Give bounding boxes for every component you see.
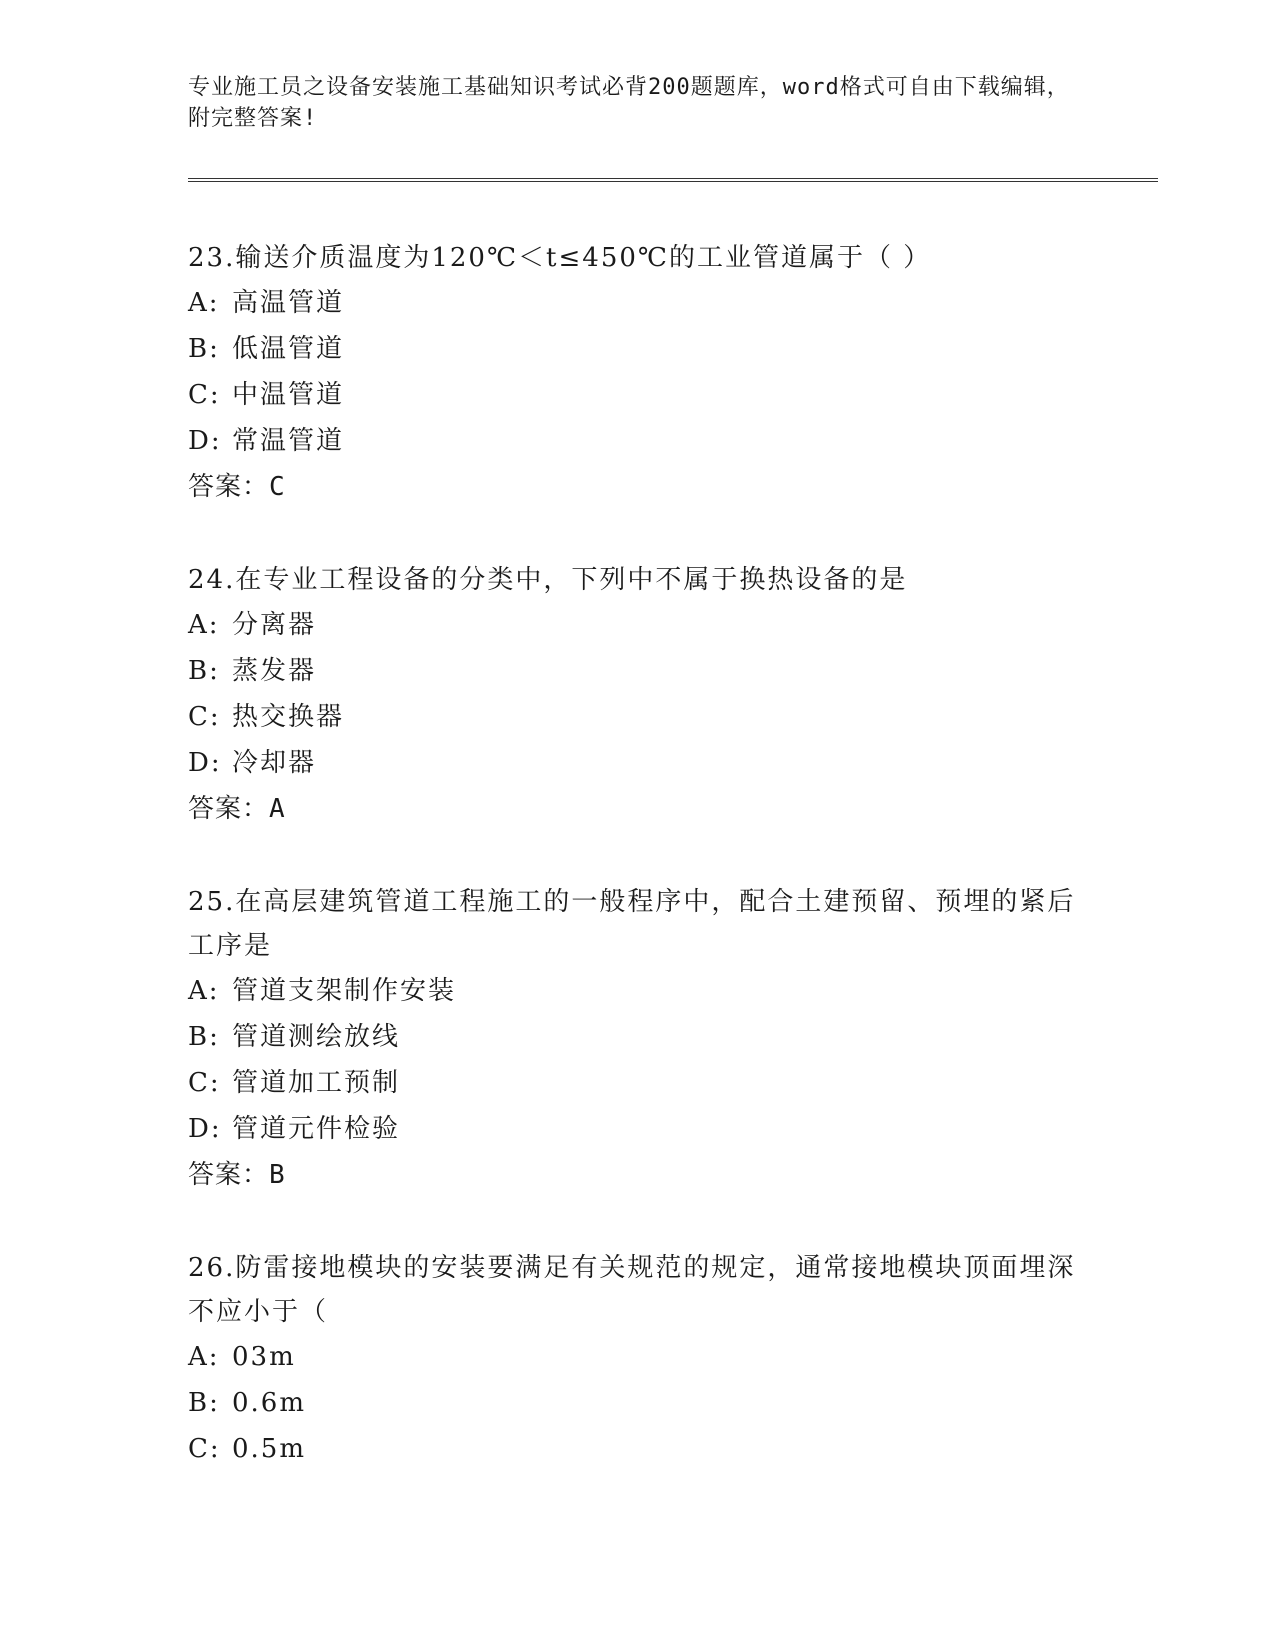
question-stem: 25.在高层建筑管道工程施工的一般程序中，配合土建预留、预埋的紧后工序是 <box>188 887 1076 961</box>
option-text: 管道测绘放线 <box>232 1022 401 1052</box>
option-c <box>188 372 1088 418</box>
option-letter: C: <box>188 702 221 732</box>
option-text: 低温管道 <box>232 334 345 364</box>
question-26 <box>188 1246 1088 1472</box>
option-c <box>188 1060 1088 1106</box>
option-c <box>188 1426 1088 1472</box>
document-header: 专业施工员之设备安装施工基础知识考试必背200题题库，word格式可自由下载编辑，附完整答案! <box>188 75 1070 131</box>
option-c <box>188 694 1088 740</box>
option-text: 冷却器 <box>232 748 317 778</box>
option-letter: B: <box>188 656 220 686</box>
option-letter: A: <box>188 610 220 640</box>
option-text: 03m <box>232 1342 296 1372</box>
question-24 <box>188 558 1088 832</box>
option-letter: A: <box>188 288 220 318</box>
option-letter: D: <box>188 426 222 456</box>
option-letter: C: <box>188 1434 221 1464</box>
option-text: 0.6m <box>232 1388 307 1418</box>
option-letter: C: <box>188 1068 221 1098</box>
option-text: 管道元件检验 <box>232 1114 401 1144</box>
option-d <box>188 1106 1088 1152</box>
question-23 <box>188 236 1088 510</box>
option-text: 中温管道 <box>232 380 345 410</box>
option-text: 热交换器 <box>232 702 345 732</box>
option-letter: D: <box>188 748 222 778</box>
option-text: 管道支架制作安装 <box>232 976 457 1006</box>
question-stem: 24.在专业工程设备的分类中，下列中不属于换热设备的是 <box>188 565 908 595</box>
option-a <box>188 602 1088 648</box>
option-text: 管道加工预制 <box>232 1068 401 1098</box>
option-a <box>188 1334 1088 1380</box>
option-letter: C: <box>188 380 221 410</box>
option-a <box>188 280 1088 326</box>
option-letter: D: <box>188 1114 222 1144</box>
option-b <box>188 1014 1088 1060</box>
question-list <box>188 236 1088 1520</box>
option-text: 蒸发器 <box>232 656 317 686</box>
question-stem: 23.输送介质温度为120℃＜t≤450℃的工业管道属于（ ） <box>188 243 932 273</box>
option-b <box>188 1380 1088 1426</box>
answer-line <box>188 786 1088 832</box>
answer-value: B <box>269 1160 286 1190</box>
answer-label: 答案： <box>188 1160 270 1190</box>
option-text: 分离器 <box>232 610 317 640</box>
option-b <box>188 326 1088 372</box>
option-b <box>188 648 1088 694</box>
option-d <box>188 740 1088 786</box>
option-letter: B: <box>188 1388 220 1418</box>
option-text: 0.5m <box>232 1434 307 1464</box>
answer-value: A <box>269 794 286 824</box>
question-stem: 26.防雷接地模块的安装要满足有关规范的规定，通常接地模块顶面埋深不应小于（ <box>188 1253 1076 1327</box>
answer-line <box>188 1152 1088 1198</box>
option-letter: B: <box>188 1022 220 1052</box>
answer-label: 答案： <box>188 794 270 824</box>
option-d <box>188 418 1088 464</box>
option-text: 高温管道 <box>232 288 345 318</box>
question-25 <box>188 880 1088 1198</box>
option-letter: B: <box>188 334 220 364</box>
answer-line <box>188 464 1088 510</box>
answer-label: 答案： <box>188 472 270 502</box>
option-text: 常温管道 <box>232 426 345 456</box>
header-divider <box>188 178 1158 182</box>
option-a <box>188 968 1088 1014</box>
option-letter: A: <box>188 1342 220 1372</box>
option-letter: A: <box>188 976 220 1006</box>
answer-value: C <box>269 472 286 502</box>
